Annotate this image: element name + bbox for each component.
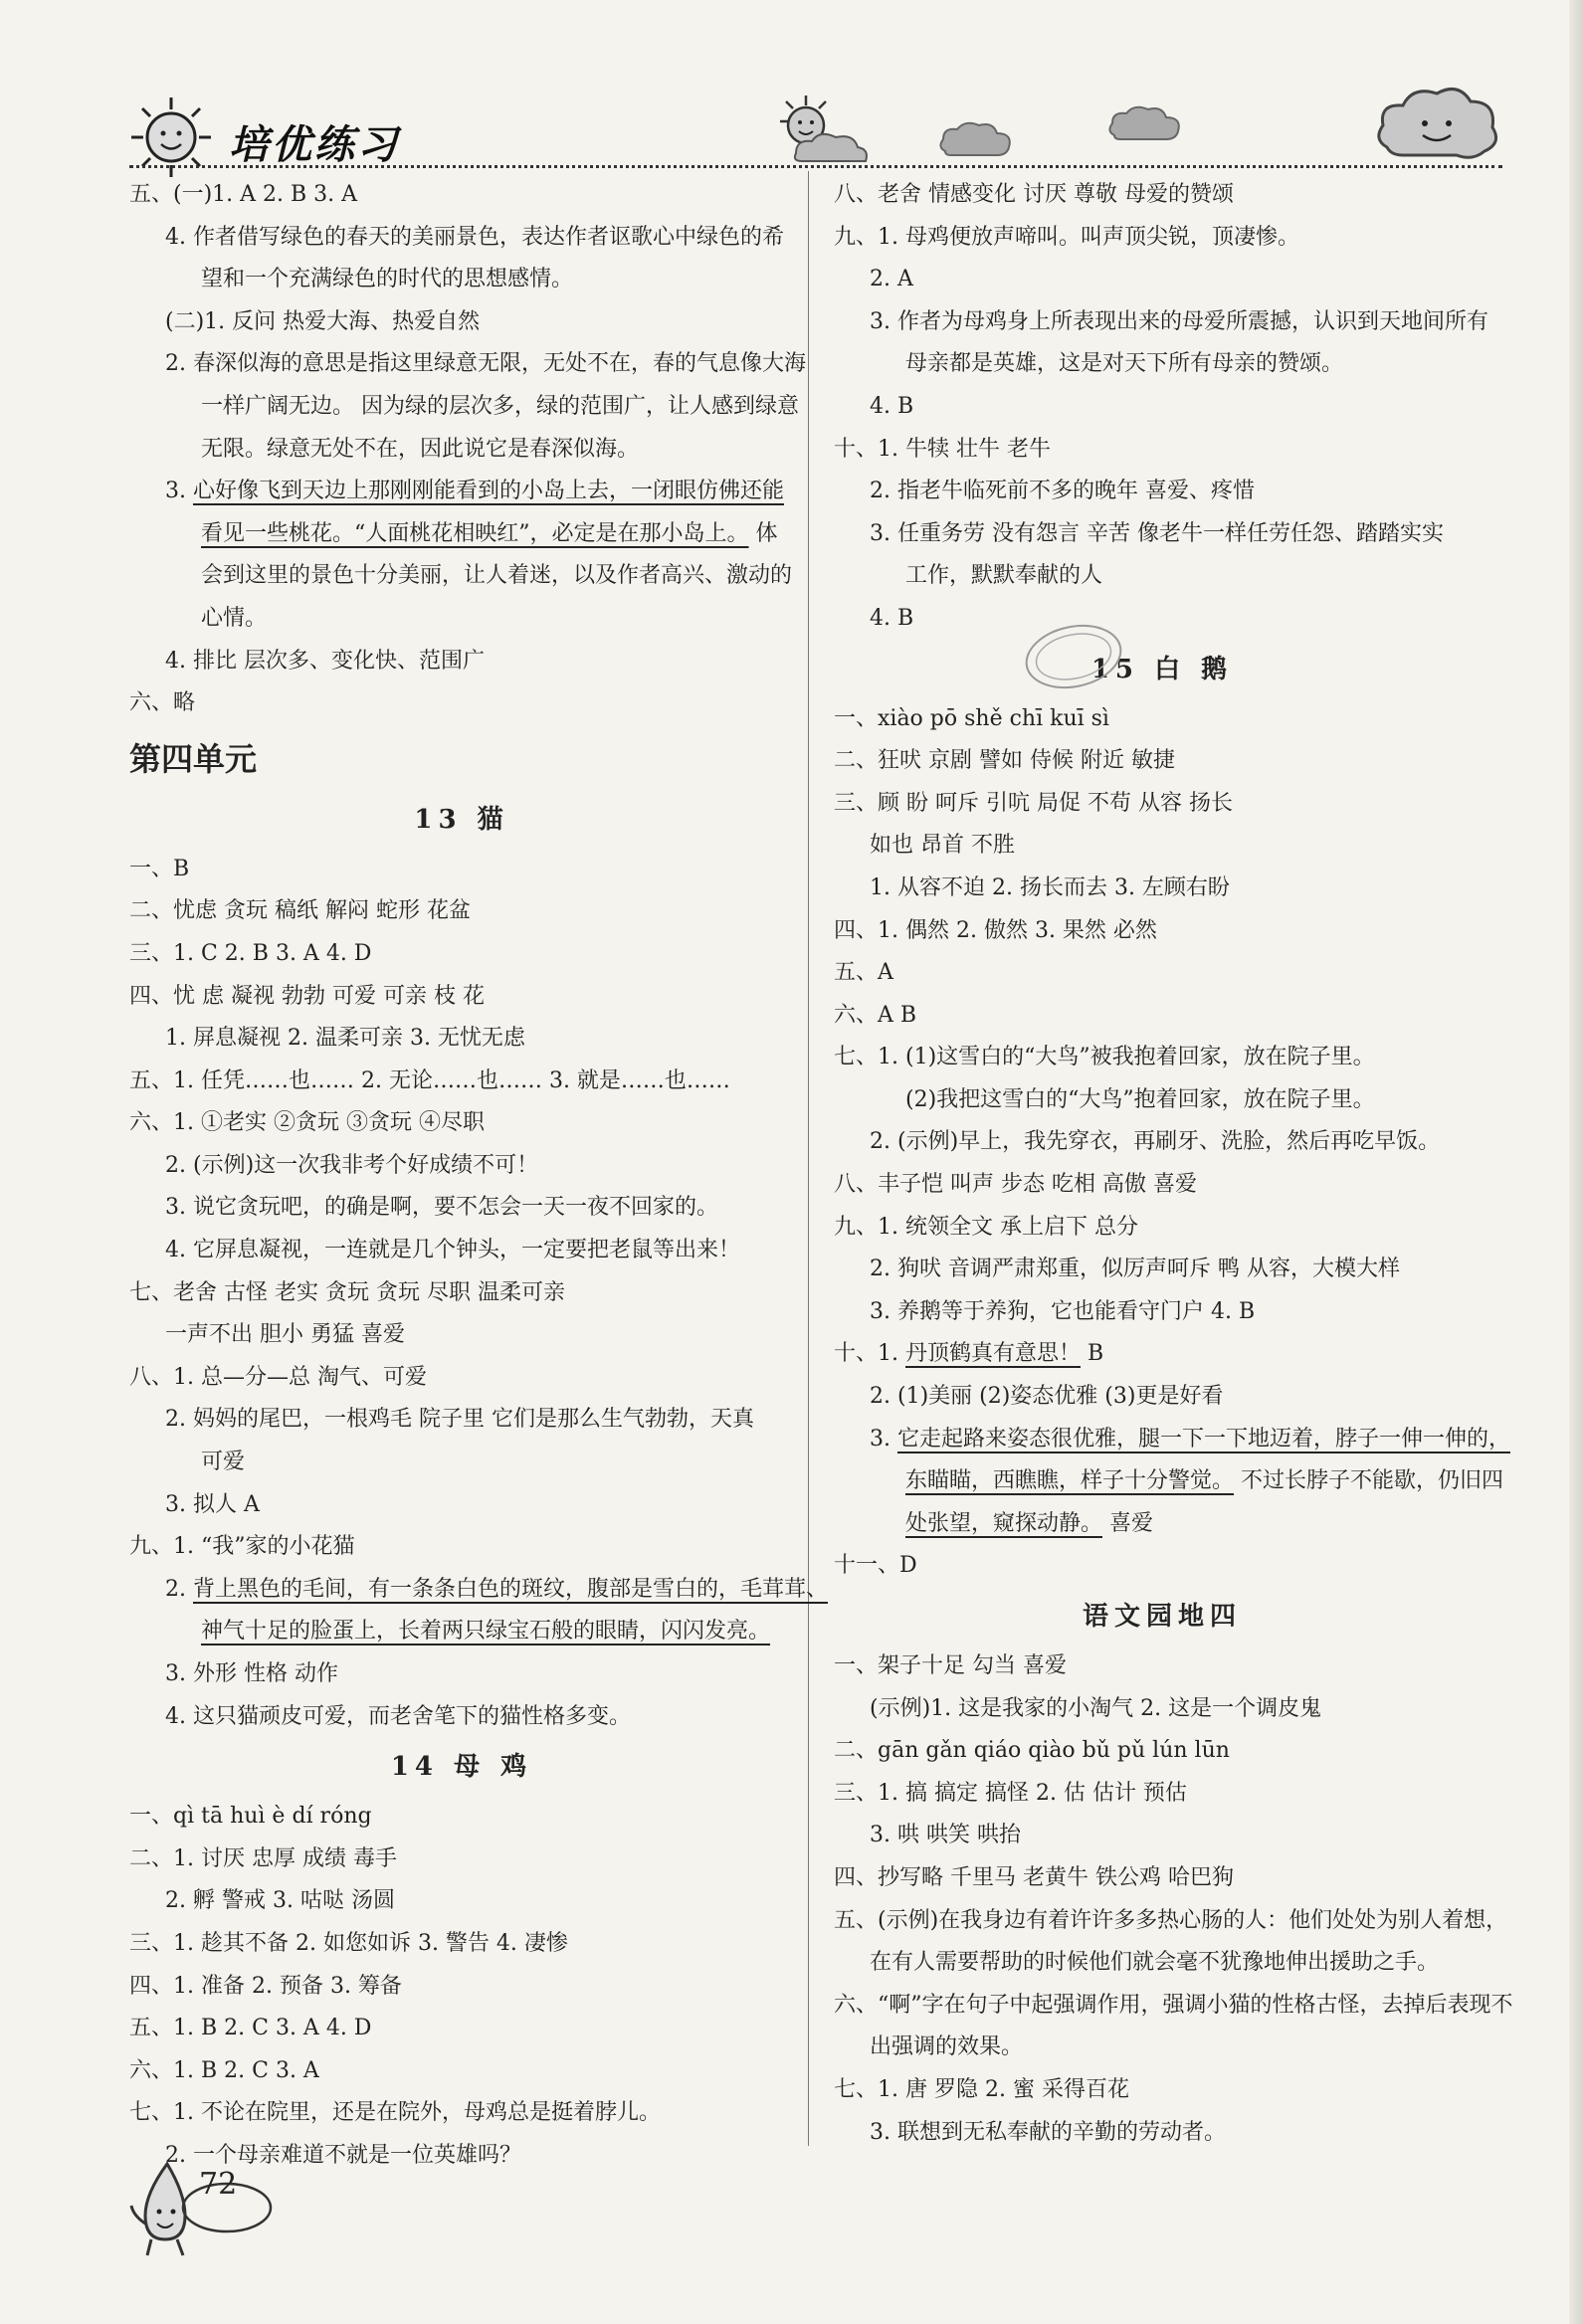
answer-line: 六、“啊”字在句子中起强调作用，强调小猫的性格古怪，去掉后表现不 [834, 1992, 1513, 2018]
answer-line: 九、1. 母鸡便放声啼叫。叫声顶尖锐，顶凄惨。 [834, 224, 1299, 250]
answer-line: 二、1. 讨厌 忠厚 成绩 毒手 [129, 1845, 397, 1871]
answer-line: 工作，默默奉献的人 [905, 563, 1103, 589]
answer-line: 五、(一)1. A 2. B 3. A [129, 182, 358, 207]
answer-line: 东瞄瞄，西瞧瞧，样子十分警觉。 不过长脖子不能歇，仍旧四 [905, 1468, 1504, 1494]
lesson-title: 语文园地四 [1082, 1602, 1242, 1632]
answer-line: 3. 它走起路来姿态很优雅，腿一下一下地迈着，脖子一伸一伸的， [870, 1426, 1510, 1452]
answer-line: 3. 外形 性格 动作 [165, 1661, 338, 1686]
answer-line: 五、1. B 2. C 3. A 4. D [129, 2016, 372, 2041]
answer-line: 一、qì tā huì è dí róng [129, 1804, 372, 1830]
underlined-answer: 背上黑色的毛间，有一条条白色的斑纹，腹部是雪白的，毛茸茸、 [192, 1576, 828, 1602]
answer-line: 一声不出 胆小 勇猛 喜爱 [165, 1322, 405, 1348]
answer-line: 四、1. 偶然 2. 傲然 3. 果然 必然 [834, 917, 1157, 943]
answer-line: 二、狂吠 京剧 譬如 侍候 附近 敏捷 [834, 748, 1175, 774]
answer-line: 2. 背上黑色的毛间，有一条条白色的斑纹，腹部是雪白的，毛茸茸、 [165, 1576, 828, 1602]
answer-line: 4. 它屏息凝视，一连就是几个钟头，一定要把老鼠等出来！ [165, 1238, 740, 1263]
answer-line: 四、1. 准备 2. 预备 3. 筹备 [129, 1973, 402, 1999]
answer-line: 一、xiào pō shě chī kuī sì [834, 705, 1109, 731]
answer-line: 2. 狗吠 音调严肃郑重，似厉声呵斥 鸭 从容，大模大样 [870, 1257, 1400, 1282]
answer-line: 九、1. “我”家的小花猫 [129, 1534, 355, 1560]
answer-line: (二)1. 反问 热爱大海、热爱自然 [165, 308, 481, 334]
answer-line: 处张望，窥探动静。 喜爱 [905, 1510, 1154, 1536]
answer-line: 如也 昂首 不胜 [870, 833, 1015, 859]
answer-line: 在有人需要帮助的时候他们就会毫不犹豫地伸出援助之手。 [870, 1950, 1440, 1976]
answer-line: 3. 哄 哄笑 哄抬 [870, 1823, 1021, 1848]
right-answer-column [834, 174, 1513, 2154]
lesson-title: 15 白 鹅 [1090, 654, 1234, 684]
answer-line: 十、1. 牛犊 壮牛 老牛 [834, 436, 1051, 462]
answer-line: 4. B [870, 605, 914, 631]
answer-line: 心情。 [201, 605, 268, 631]
underlined-answer: 丹顶鹤真有意思！ [904, 1341, 1081, 1367]
answer-line: 3. 联想到无私奉献的辛勤的劳动者。 [870, 2119, 1226, 2145]
answer-line: 七、老舍 古怪 老实 贪玩 贪玩 尽职 温柔可亲 [129, 1279, 565, 1305]
answer-line: 五、A [834, 960, 893, 986]
answer-line: 三、1. 搞 搞定 搞怪 2. 估 估计 预估 [834, 1780, 1187, 1806]
underlined-answer: 心好像飞到天边上那刚刚能看到的小岛上去，一闭眼仿佛还能 [192, 479, 784, 504]
header-divider [129, 165, 1502, 168]
underlined-answer: 看见一些桃花。“人面桃花相映红”，必定是在那小岛上。 [201, 520, 749, 546]
answer-line: 三、1. C 2. B 3. A 4. D [129, 940, 372, 966]
answer-line: 看见一些桃花。“人面桃花相映红”，必定是在那小岛上。 体 [201, 520, 778, 546]
answer-line: 八、1. 总—分—总 淘气、可爱 [129, 1364, 427, 1390]
answer-line: 十、1. 丹顶鹤真有意思！ B [834, 1341, 1104, 1367]
answer-line: 六、A B [834, 1002, 917, 1028]
underlined-answer: 东瞄瞄，西瞧瞧，样子十分警觉。 [905, 1468, 1235, 1494]
answer-line: 4. 这只猫顽皮可爱，而老舍笔下的猫性格多变。 [165, 1703, 631, 1729]
answer-line: 十一、D [834, 1553, 917, 1579]
answer-line: 3. 说它贪玩吧，的确是啊，要不怎会一天一夜不回家的。 [165, 1195, 718, 1221]
answer-line: 八、丰子恺 叫声 步态 吃相 高傲 喜爱 [834, 1172, 1197, 1198]
answer-line: 2. (示例)早上，我先穿衣，再刷牙、洗脸，然后再吃早饭。 [870, 1129, 1441, 1155]
answer-line: 3. 养鹅等于养狗，它也能看守门户 4. B [870, 1298, 1256, 1324]
answer-line: 可爱 [201, 1450, 246, 1475]
answer-line: 六、1. ①老实 ②贪玩 ③贪玩 ④尽职 [129, 1110, 485, 1136]
underlined-answer: 神气十足的脸蛋上，长着两只绿宝石般的眼睛，闪闪发亮。 [201, 1619, 771, 1645]
answer-line: 4. 排比 层次多、变化快、范围广 [165, 648, 485, 674]
answer-line: 2. 孵 警戒 3. 咕哒 汤圆 [165, 1888, 395, 1914]
answer-line: 无限。绿意无处不在，因此说它是春深似海。 [201, 436, 640, 462]
answer-line: 会到这里的景色十分美丽，让人着迷，以及作者高兴、激动的 [201, 563, 793, 589]
unit-title: 第四单元 [129, 739, 258, 778]
answer-line: 一样广阔无边。 因为绿的层次多，绿的范围广，让人感到绿意 [201, 393, 799, 419]
answer-line: 3. 拟人 A [165, 1491, 260, 1517]
cloud-icon [935, 117, 1015, 159]
answer-line: 1. 从容不迫 2. 扬长而去 3. 左顾右盼 [870, 874, 1230, 900]
column-divider [808, 171, 809, 2146]
cloud-icon [1104, 101, 1184, 143]
answer-line: 2. (示例)这一次我非考个好成绩不可！ [165, 1152, 539, 1178]
lesson-title: 14 母 鸡 [390, 1752, 533, 1783]
answer-line: 九、1. 统领全文 承上启下 总分 [834, 1214, 1138, 1240]
answer-line: 2. 春深似海的意思是指这里绿意无限，无处不在，春的气息像大海 [165, 351, 806, 377]
answer-line: 五、(示例)在我身边有着许许多多热心肠的人：他们处处为别人着想， [834, 1907, 1508, 1933]
answer-line: (示例)1. 这是我家的小淘气 2. 这是一个调皮鬼 [870, 1695, 1322, 1721]
smiling-cloud-icon [1373, 82, 1502, 165]
page-number: 72 [199, 2167, 238, 2202]
answer-line: 一、架子十足 勾当 喜爱 [834, 1653, 1067, 1678]
answer-line [129, 1611, 794, 1653]
answer-line: 2. 妈妈的尾巴，一根鸡毛 院子里 它们是那么生气勃勃，天真 [165, 1407, 754, 1433]
answer-line: 母亲都是英雄，这是对天下所有母亲的赞颂。 [905, 351, 1344, 377]
answer-line: 七、1. 不论在院里，还是在院外，母鸡总是挺着脖儿。 [129, 2100, 661, 2126]
watermark-stamp [1019, 617, 1128, 696]
sun-cloud-icon [766, 92, 895, 171]
answer-line: 望和一个充满绿色的时代的思想感情。 [201, 267, 574, 292]
answer-line: 三、1. 趁其不备 2. 如您如诉 3. 警告 4. 凄惨 [129, 1930, 568, 1956]
answer-line: 五、1. 任凭……也…… 2. 无论……也…… 3. 就是……也…… [129, 1067, 730, 1093]
answer-line: 2. 一个母亲难道不就是一位英雄吗？ [165, 2142, 521, 2168]
lesson-title: 13 猫 [414, 804, 509, 835]
underlined-answer: 处张望，窥探动静。 [905, 1510, 1103, 1536]
answer-line: 四、忧 虑 凝视 勃勃 可爱 可亲 枝 花 [129, 983, 485, 1009]
answer-line: 出强调的效果。 [870, 2034, 1024, 2060]
answer-line: (2)我把这雪白的“大鸟”抱着回家，放在院子里。 [905, 1086, 1375, 1112]
answer-line: 六、略 [129, 690, 196, 716]
answer-line: 七、1. 唐 罗隐 2. 蜜 采得百花 [834, 2076, 1129, 2102]
page-edge [1569, 0, 1583, 2324]
brand-title: 培优练习 [229, 121, 400, 168]
answer-line: 3. 任重务劳 没有怨言 辛苦 像老牛一样任劳任怨、踏踏实实 [870, 520, 1444, 546]
answer-line: 八、老舍 情感变化 讨厌 尊敬 母爱的赞颂 [834, 182, 1234, 207]
answer-line: 4. 作者借写绿色的春天的美丽景色，表达作者讴歌心中绿色的希 [165, 224, 784, 250]
mascot-drop-icon [127, 2144, 277, 2263]
answer-line: 三、顾 盼 呵斥 引吭 局促 不苟 从容 扬长 [834, 790, 1233, 816]
answer-line: 3. 作者为母鸡身上所表现出来的母爱所震撼，认识到天地间所有 [870, 308, 1488, 334]
answer-line: 四、抄写略 千里马 老黄牛 铁公鸡 哈巴狗 [834, 1864, 1234, 1890]
answer-line: 4. B [870, 393, 914, 419]
answer-line: 2. A [870, 267, 913, 292]
answer-line: 七、1. (1)这雪白的“大鸟”被我抱着回家，放在院子里。 [834, 1045, 1375, 1070]
answer-line: 二、忧虑 贪玩 稿纸 解闷 蛇形 花盆 [129, 898, 471, 924]
page-header [129, 88, 1502, 167]
answer-line: 3. 心好像飞到天边上那刚刚能看到的小岛上去，一闭眼仿佛还能 [165, 479, 784, 504]
answer-line: 2. (1)美丽 (2)姿态优雅 (3)更是好看 [870, 1384, 1224, 1410]
answer-line: 一、B [129, 856, 190, 881]
answer-line: 六、1. B 2. C 3. A [129, 2057, 319, 2083]
answer-line: 2. 指老牛临死前不多的晚年 喜爱、疼惜 [870, 479, 1255, 504]
underlined-answer: 它走起路来姿态很优雅，腿一下一下地迈着，脖子一伸一伸的， [896, 1426, 1510, 1452]
answer-line: 二、gān gǎn qiáo qiào bǔ pǔ lún lūn [834, 1738, 1230, 1764]
answer-line: 1. 屏息凝视 2. 温柔可亲 3. 无忧无虑 [165, 1026, 525, 1052]
left-answer-column [129, 174, 828, 2178]
